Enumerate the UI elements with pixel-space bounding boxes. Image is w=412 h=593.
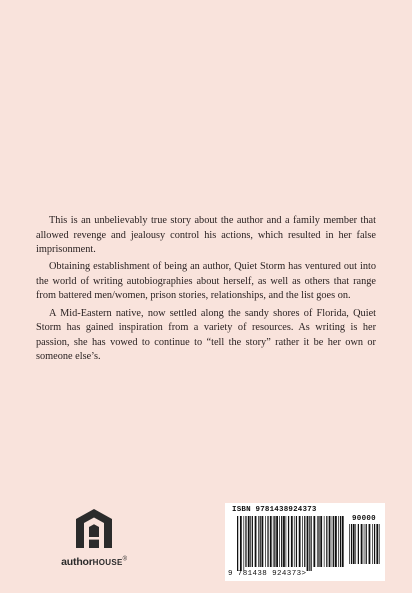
publisher-name-author: author [61,556,93,568]
barcode-bar [274,516,275,567]
barcode-bar [329,516,331,567]
barcode-bar [364,524,365,564]
barcode-bar [332,516,333,567]
barcode-bar [276,516,278,567]
barcode-bar [333,516,334,567]
isbn-barcode [225,503,385,581]
barcode-bar [296,516,297,567]
blurb-paragraph-3: A Mid-Eastern native, now settled along the sandy shores of Florida, Quiet Storm has gained inspiration from a variety of resources. As writing is her passion, she has vowed to continue to “tell the story” rather it be her own or someone else’s. [36,307,376,363]
barcode-bar [353,524,355,564]
barcode-bar [299,516,301,567]
barcode-bar [342,516,344,567]
blurb-paragraph-2: Obtaining establishment of being an author, Quiet Storm has ventured out into the world of writing autobiographies about herself, as well as others that range from battered men/women, prison stories, relationships, and the list goes on. [36,261,376,302]
barcode-bar [243,516,244,571]
barcode-bar [326,516,327,567]
barcode-bar [267,516,268,567]
barcode-bar [240,516,242,571]
barcode-main-bars [236,516,344,571]
barcode-bar [288,516,289,567]
barcode-bar [270,516,272,567]
barcode-bar [258,516,259,567]
barcode-bar [376,524,378,564]
barcode-bar [374,524,375,564]
barcode-bar [248,516,250,567]
barcode-bar [324,516,325,567]
barcode-bar [302,516,303,567]
barcode-bar [372,524,373,564]
barcode-bar [313,516,315,567]
barcode-bar [340,516,341,567]
barcode-bar [237,516,238,571]
blurb-text [36,214,376,367]
barcode-bar [307,516,309,571]
barcode-bar [265,516,266,567]
barcode-bar [260,516,261,567]
barcode-bar [294,516,295,567]
barcode-bar [351,524,352,564]
barcode-bar [355,524,356,564]
barcode-bar [252,516,253,567]
barcode-bar [286,516,287,567]
barcode-bar [338,516,339,567]
barcode-bar [335,516,337,567]
registered-mark: ® [122,556,127,563]
publisher-name-house: HOUSE [92,558,123,567]
isbn-label: ISBN 9781438924373 [232,506,317,514]
barcode-bar [317,516,318,567]
barcode-addon-bars [348,524,380,568]
barcode-bar [366,524,367,564]
barcode-addon-digits: 90000 [351,515,376,523]
barcode-bar [379,524,380,564]
barcode-bar [255,516,257,567]
barcode-bar [320,516,322,567]
authorhouse-logo-icon [74,507,114,550]
barcode-bar [279,516,280,567]
barcode-bar [273,516,274,567]
barcode-bar [311,516,312,571]
barcode-bar [283,516,285,567]
barcode-number: 9 781438 924373 [228,570,302,578]
barcode-bar [245,516,246,567]
barcode-bar [309,516,310,571]
barcode-bar [281,516,282,567]
barcode-bar [318,516,319,567]
barcode-bar [250,516,251,567]
publisher-block [46,507,142,568]
barcode-bar [369,524,371,564]
barcode-human-readable [228,570,306,578]
barcode-suffix: > [301,570,307,578]
barcode-bar [358,524,359,564]
barcode-bar [349,524,350,564]
blurb-paragraph-1: This is an unbelievably true story about the author and a family member that allowed revenge and jealousy control his actions, which resulted in her false imprisonment. [36,215,376,256]
barcode-bar [304,516,305,567]
barcode-bar [361,524,363,564]
barcode-bar [291,516,293,567]
barcode-bar [262,516,264,567]
publisher-name [46,556,142,568]
